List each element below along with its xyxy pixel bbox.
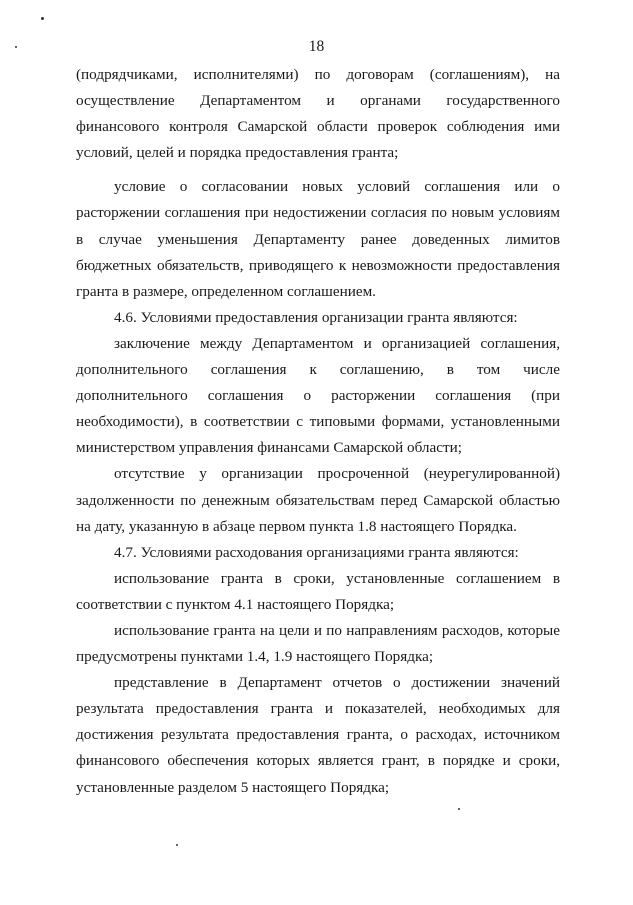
paragraph-continued: (подрядчиками, исполнителями) по договорам (соглашениям), на осуществление Департаментом и органами государственного финансового контроля Самарской области проверок соблюдения ими условий, целей и порядка предоставления гранта; [76, 66, 560, 162]
paragraph: условие о согласовании новых условий соглашения или о расторжении соглашения при недостижении согласия по новым условиям в случае уменьшения Департаменту ранее доведенных лимитов бюджетных обязательств, приводящего к невозможности предоставления гранта в размере, определенном соглашением. [76, 178, 560, 300]
paragraph: заключение между Департаментом и организацией соглашения, дополнительного соглашения к соглашению, в том числе дополнительного соглашения о расторжении соглашения (при необходимости), в соответствии с типовыми формами, установленными министерством управления финансами Самарской области; [76, 334, 560, 457]
paragraph: использование гранта на цели и по направлениям расходов, которые предусмотрены пунктами 1.4, 1.9 настоящего Порядка; [76, 621, 560, 666]
scan-speck [458, 808, 460, 810]
scan-speck [41, 17, 44, 20]
paragraph-clause-4-7: 4.7. Условиями расходования организациями гранта являются: [114, 543, 519, 561]
paragraph: использование гранта в сроки, установленные соглашением в соответствии с пунктом 4.1 настоящего Порядка; [76, 569, 560, 613]
paragraph-clause-4-6: 4.6. Условиями предоставления организации гранта являются: [114, 308, 518, 326]
page-number: 18 [308, 38, 325, 55]
paragraph: представление в Департамент отчетов о достижении значений результата предоставления гранта и показателей, необходимых для достижения результата предоставления гранта, о расходах, источником финансового обеспечения которых является грант, в порядке и сроки, установленные разделом 5 настоящего Порядка; [76, 674, 560, 796]
paragraph: отсутствие у организации просроченной (неурегулированной) задолженности по денежным обязательствам перед Самарской областью на дату, указанную в абзаце первом пункта 1.8 настоящего Порядка. [76, 465, 560, 535]
scan-speck [176, 844, 178, 846]
document-body [76, 62, 560, 801]
